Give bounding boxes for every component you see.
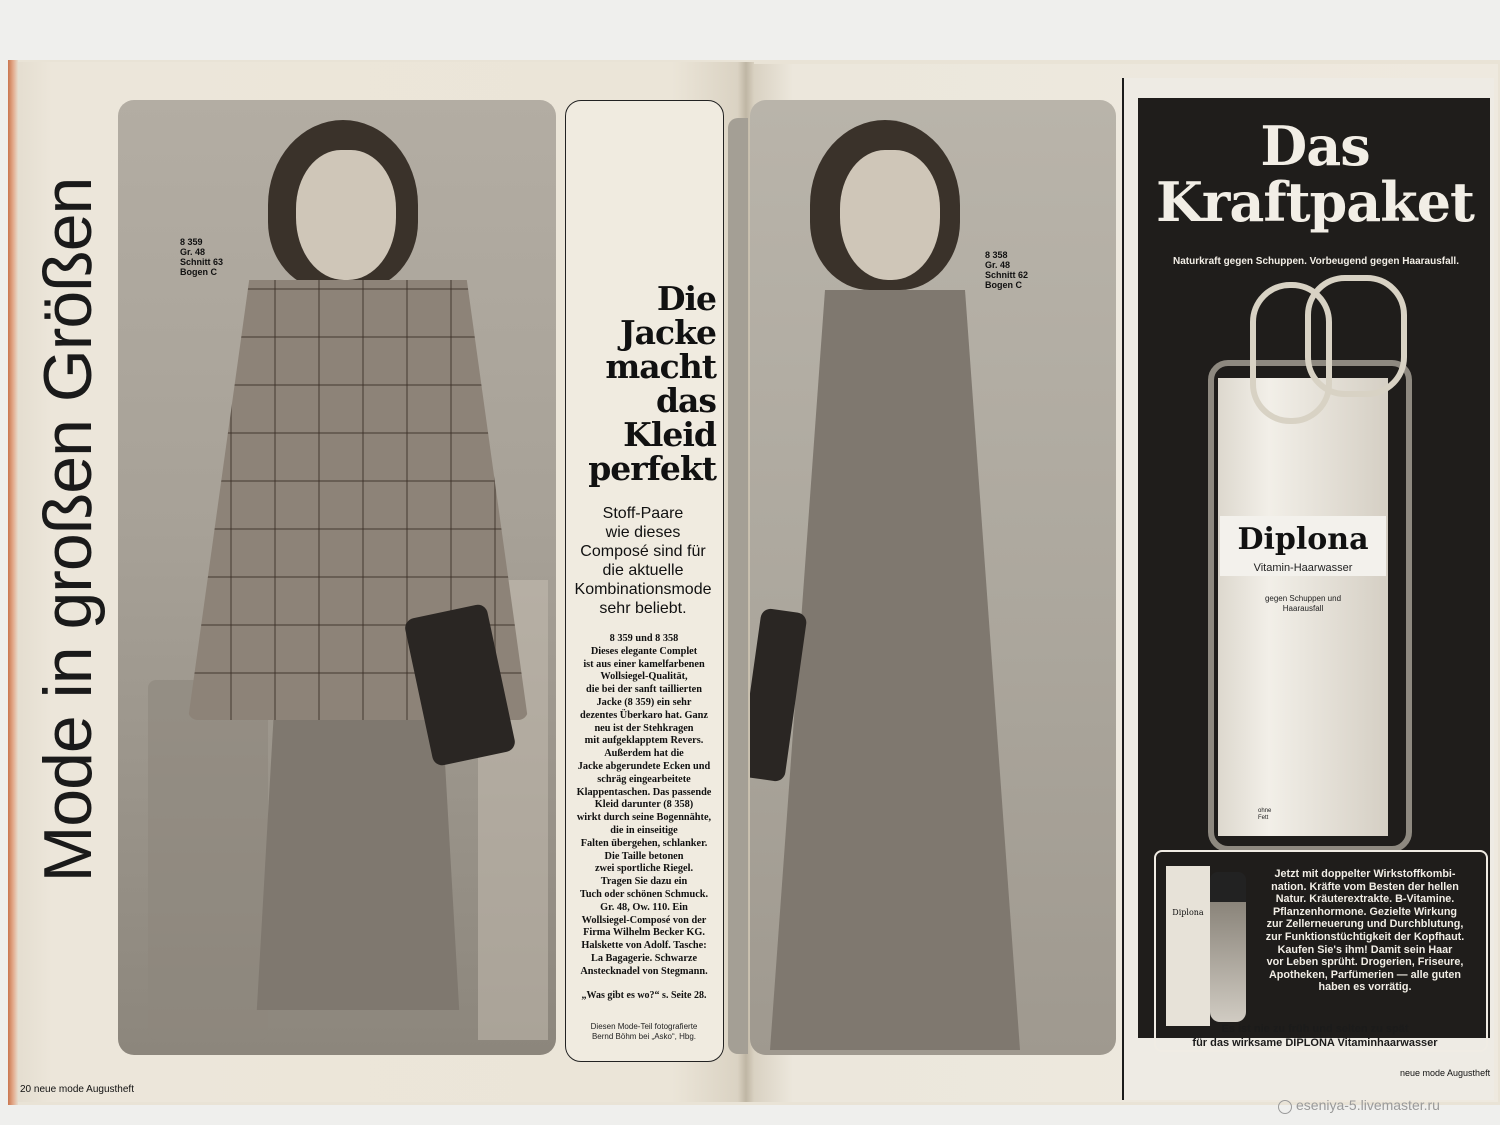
mini-brand: Diplona (1172, 908, 1204, 917)
ad-copy: Jetzt mit doppelter Wirkstoffkombi- nation. Kräfte vom Besten der hellen Natur. Kräuterextrakte. B-Vitamine. Pflanzenhormone. Gezielte Wirkung zur Zellerneuerung und Durchblutung, zur Funktionstüchtigkeit der Kopfhaut. Kaufen Sie's ihm! Damit sein Haar vor Leben sprüht. Drogerien, Friseure, Apotheken, Parfümerien — alle guten haben es vorrätig. (1265, 868, 1465, 994)
ad-bottom-line: Es ist nie zu früh und selten zu spät für das wirksame DIPLONA Vitaminhaarwasser (1192, 1023, 1438, 1049)
product-name: Vitamin-Haarwasser (1253, 562, 1353, 574)
right-page-footer: neue mode Augustheft (1400, 1068, 1491, 1078)
page-edge (8, 60, 18, 1105)
ad-title: Das Kraftpaket (1155, 114, 1474, 234)
photo-credit: Diesen Mode-Teil fotografierte Bernd Böhm bei „Asko“, Hbg. (590, 1022, 698, 1041)
watermark: eseniya-5.livemaster.ru (1296, 1097, 1440, 1113)
watermark-icon (1278, 1100, 1292, 1114)
brand-name: Diplona (1237, 522, 1369, 557)
vertical-title: Mode in großen Größen (30, 177, 106, 883)
subheadline: Stoff-Paare wie dieses Composé sind für die aktuelle Kombinationsmode sehr beliebt. (574, 505, 712, 617)
style-label-8358: 8 358 Gr. 48 Schnitt 62 Bogen C (985, 250, 1029, 290)
photo-model-dress (750, 100, 1116, 1055)
article-body: 8 359 und 8 358 Dieses elegante Complet ist aus einer kamelfarbenen Wollsiegel-Qualität, die bei der sanft taillierten Jacke (8 359) ein sehr dezentes Überkaro hat. Ganz neu ist der Stehkragen mit aufgeklapptem Revers. Außerdem hat die Jacke abgerundete Ecken und schräg eingearbeitete Klappentaschen. Das passende Kleid darunter (8 358) wirkt durch seine Bogennähte, die in einseitige Falten übergehen, schlanker. Die Taille betonen zwei sportliche Riegel. Tragen Sie dazu ein Tuch oder schönen Schmuck. Gr. 48, Ow. 110. Ein Wollsiegel-Composé von der Firma Wilhelm Becker KG. Halskette von Adolf. Tasche: La Bagagerie. Schwarze Anstecknadel von Stegmann. (576, 633, 712, 977)
bottle-icon (1210, 872, 1246, 1022)
ad-tagline: Naturkraft gegen Schuppen. Vorbeugend gegen Haarausfall. (1173, 256, 1459, 267)
page-reference: „Was gibt es wo?“ s. Seite 28. (581, 990, 707, 1001)
photo-strip (728, 118, 748, 1054)
box-small-text: ohne Fett (1258, 808, 1272, 821)
box-text: gegen Schuppen und Haarausfall (1264, 594, 1342, 613)
left-page-footer: 20 neue mode Augustheft (20, 1084, 134, 1095)
headline: Die Jacke macht das Kleid perfekt (588, 279, 716, 488)
style-label-8359: 8 359 Gr. 48 Schnitt 63 Bogen C (180, 237, 224, 277)
mini-package (1166, 866, 1210, 1026)
